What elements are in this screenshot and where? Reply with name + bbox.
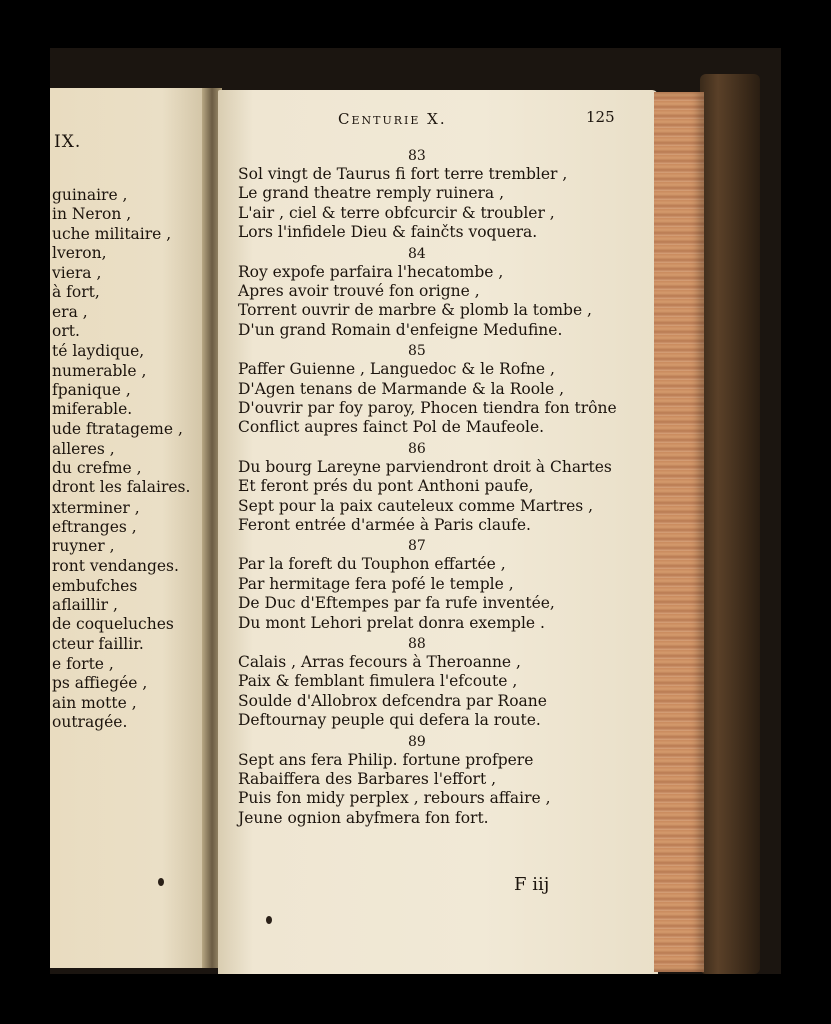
left-page-line: e forte , [52,654,114,673]
verse-line: Rabaiffera des Barbares l'effort , [238,770,497,788]
left-page-line: ain motte , [52,693,137,712]
left-page-line: cteur faillir. [52,634,144,653]
verse-line: Par hermitage fera pofé le temple , [238,574,514,593]
verse-line: Lors l'infidele Dieu & fainčts voquera. [238,223,538,242]
left-page-line: outragée. [52,712,128,731]
quatrain-number: 85 [408,343,426,360]
left-page-line: ude ftratageme , [52,420,183,439]
quatrain-number: 84 [408,245,426,262]
quatrain-number: 83 [408,148,426,164]
verse-line: Soulde d'Allobrox defcendra par Roane [238,691,547,710]
left-page-line: numerable , [52,361,147,380]
verse-line: Torrent ouvrir de marbre & plomb la tombe , [238,301,592,320]
verse-line: Du mont Lehori prelat donra exemple . [238,613,545,632]
left-page-line: miferable. [52,400,133,419]
verse-line: D'Agen tenans de Marmande & la Roole , [238,379,565,398]
left-page-line: lveron, [52,243,107,262]
verse-line: L'air , ciel & terre obfcurcir & troubler , [238,203,555,222]
book-cover [700,74,760,974]
quatrain-number: 88 [408,636,426,652]
left-page-line: fpanique , [52,380,131,399]
verse-line: Sol vingt de Taurus fi fort terre trembler , [238,165,568,183]
left-page-line: ps affiegée , [52,674,148,693]
verse-line: Par la foreft du Touphon effartée , [238,555,506,574]
left-page-line: du crefme , [52,459,142,478]
left-page-line: xterminer , [52,498,140,517]
verse-line: Du bourg Lareyne parviendront droit à Chartes [238,457,612,476]
left-page-line: alleres , [52,439,115,458]
left-page-line: té laydique, [52,342,145,361]
left-page-line: ront vendanges. [52,556,179,575]
page-running-header: Centurie X. [338,110,447,128]
quatrain-number: 86 [408,440,426,457]
verse-line: Paffer Guienne , Languedoc & le Rofne , [238,360,555,379]
left-page-line: viera , [52,264,102,283]
verse-line: Et feront prés du pont Anthoni paufe, [238,477,534,496]
left-page-text [50,88,210,968]
verse-line: Apres avoir trouvé fon origne , [238,282,480,300]
left-page-header: IX. [54,132,82,152]
verse-line: Sept ans fera Philip. fortune profpere [238,750,534,769]
left-page-line: in Neron , [52,205,132,224]
verse-line: Paix & femblant fimulera l'efcoute , [238,672,518,691]
verse-line: Conflict aupres fainct Pol de Maufeole. [238,418,545,437]
page-number: 125 [586,108,615,126]
left-page-line: uche militaire , [52,224,172,243]
verse-line: Sept pour la paix cauteleux comme Martres , [238,496,594,515]
worm-hole [266,916,272,924]
left-page-line: eftranges , [52,517,137,536]
right-page [218,90,658,974]
verse-line: De Duc d'Eftempes par fa rufe inventée, [238,594,555,613]
left-page-line: era , [52,302,88,321]
verse-line: Puis fon midy perplex , rebours affaire , [238,789,551,808]
signature-mark: F iij [514,874,550,895]
left-page-line: de coqueluches [52,615,174,634]
left-page-line: ruyner , [52,537,115,556]
page-edges [654,92,704,972]
quatrain-number: 87 [408,538,426,555]
right-page-text [218,90,658,974]
worm-hole [158,878,164,886]
verse-line: Jeune ognion abyfmera fon fort. [238,808,489,827]
left-page-line: ort. [52,322,80,341]
left-page-line: embufches [52,576,138,595]
verse-line: D'ouvrir par foy paroy, Phocen tiendra fon trône [238,399,617,417]
verse-line: D'un grand Romain d'enfeigne Medufine. [238,320,563,339]
verse-line: Deftournay peuple qui defera la route. [238,711,541,730]
verse-line: Le grand theatre remply ruinera , [238,184,505,203]
verse-line: Calais , Arras fecours à Theroanne , [238,653,521,671]
quatrain-number: 89 [408,733,426,750]
left-page-line: guinaire , [52,186,128,204]
left-page-line: aflaillir , [52,596,118,615]
book-photo [50,48,781,974]
left-page-line: dront les falaires. [52,478,191,497]
verse-line: Feront entrée d'armée à Paris claufe. [238,516,531,534]
left-page-line: à fort, [52,283,100,302]
left-page [50,88,210,968]
verse-line: Roy expofe parfaira l'hecatombe , [238,262,504,281]
